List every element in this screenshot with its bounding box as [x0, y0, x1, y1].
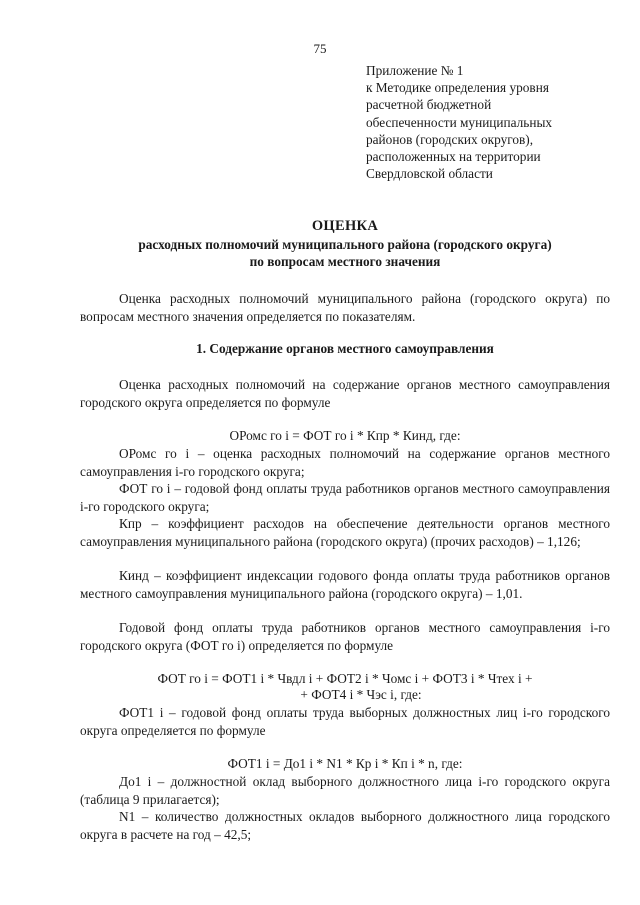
paragraph: Годовой фонд оплаты труда работников органов местного самоуправления i-го городского округа (ФОТ го i) определяется по формуле	[80, 620, 610, 653]
document-title	[80, 218, 610, 271]
definition: До1 i – должностной оклад выборного должностного лица i-го городского округа (таблица 9 прилагается);	[80, 774, 610, 807]
appendix-line: Свердловской области	[366, 166, 493, 182]
definition: ФОТ1 i – годовой фонд оплаты труда выборных должностных лиц i-го городского округа определяется по формуле	[80, 705, 610, 738]
paragraph: Оценка расходных полномочий на содержание органов местного самоуправления городского округа определяется по формуле	[80, 377, 610, 410]
appendix-line: обеспеченности муниципальных	[366, 114, 553, 130]
definition: N1 – количество должностных окладов выборного должностного лица городского округа в расчете на год – 42,5;	[80, 809, 610, 842]
definition: Кпр – коэффициент расходов на обеспечение деятельности органов местного самоуправления муниципального района (городского округа) (прочих расходов) – 1,126;	[80, 516, 610, 549]
appendix-line: районов (городских округов),	[366, 131, 534, 147]
formula: ФОТ1 i = До1 i * N1 * Кр i * Кп i * n, где:	[227, 756, 463, 771]
definition: ФОТ го i – годовой фонд оплаты труда работников органов местного самоуправления i-го городского округа;	[80, 481, 610, 514]
appendix-line: расположенных на территории	[366, 149, 541, 165]
definition: Кинд – коэффициент индексации годового фонда оплаты труда работников органов местного самоуправления муниципального района (городского округа) – 1,01.	[80, 568, 610, 601]
formula: ОРомс го i = ФОТ го i * Кпр * Кинд, где:	[229, 428, 461, 443]
intro-paragraph: Оценка расходных полномочий муниципального района (городского округа) по вопросам местного значения определяется по показателям.	[80, 291, 610, 324]
section-heading: 1. Содержание органов местного самоуправления	[196, 341, 494, 356]
appendix-line: Приложение № 1	[366, 63, 464, 78]
definition: ОРомс го i – оценка расходных полномочий на содержание органов местного самоуправления i-го городского округа;	[80, 446, 610, 479]
page-number: 75	[313, 41, 327, 56]
appendix-line: расчетной бюджетной	[366, 97, 492, 113]
appendix-line: к Методике определения уровня	[366, 80, 549, 96]
title-subline: расходных полномочий муниципального района (городского округа)	[138, 236, 552, 252]
formula-line: + ФОТ4 i * Чэс i, где:	[300, 687, 422, 702]
title-subline: по вопросам местного значения	[249, 254, 441, 269]
appendix-block	[366, 62, 606, 182]
title-main: ОЦЕНКА	[311, 218, 379, 234]
formula-line: ФОТ го i = ФОТ1 i * Чвдл i + ФОТ2 i * Чомс i + ФОТ3 i * Чтех i +	[157, 671, 533, 686]
